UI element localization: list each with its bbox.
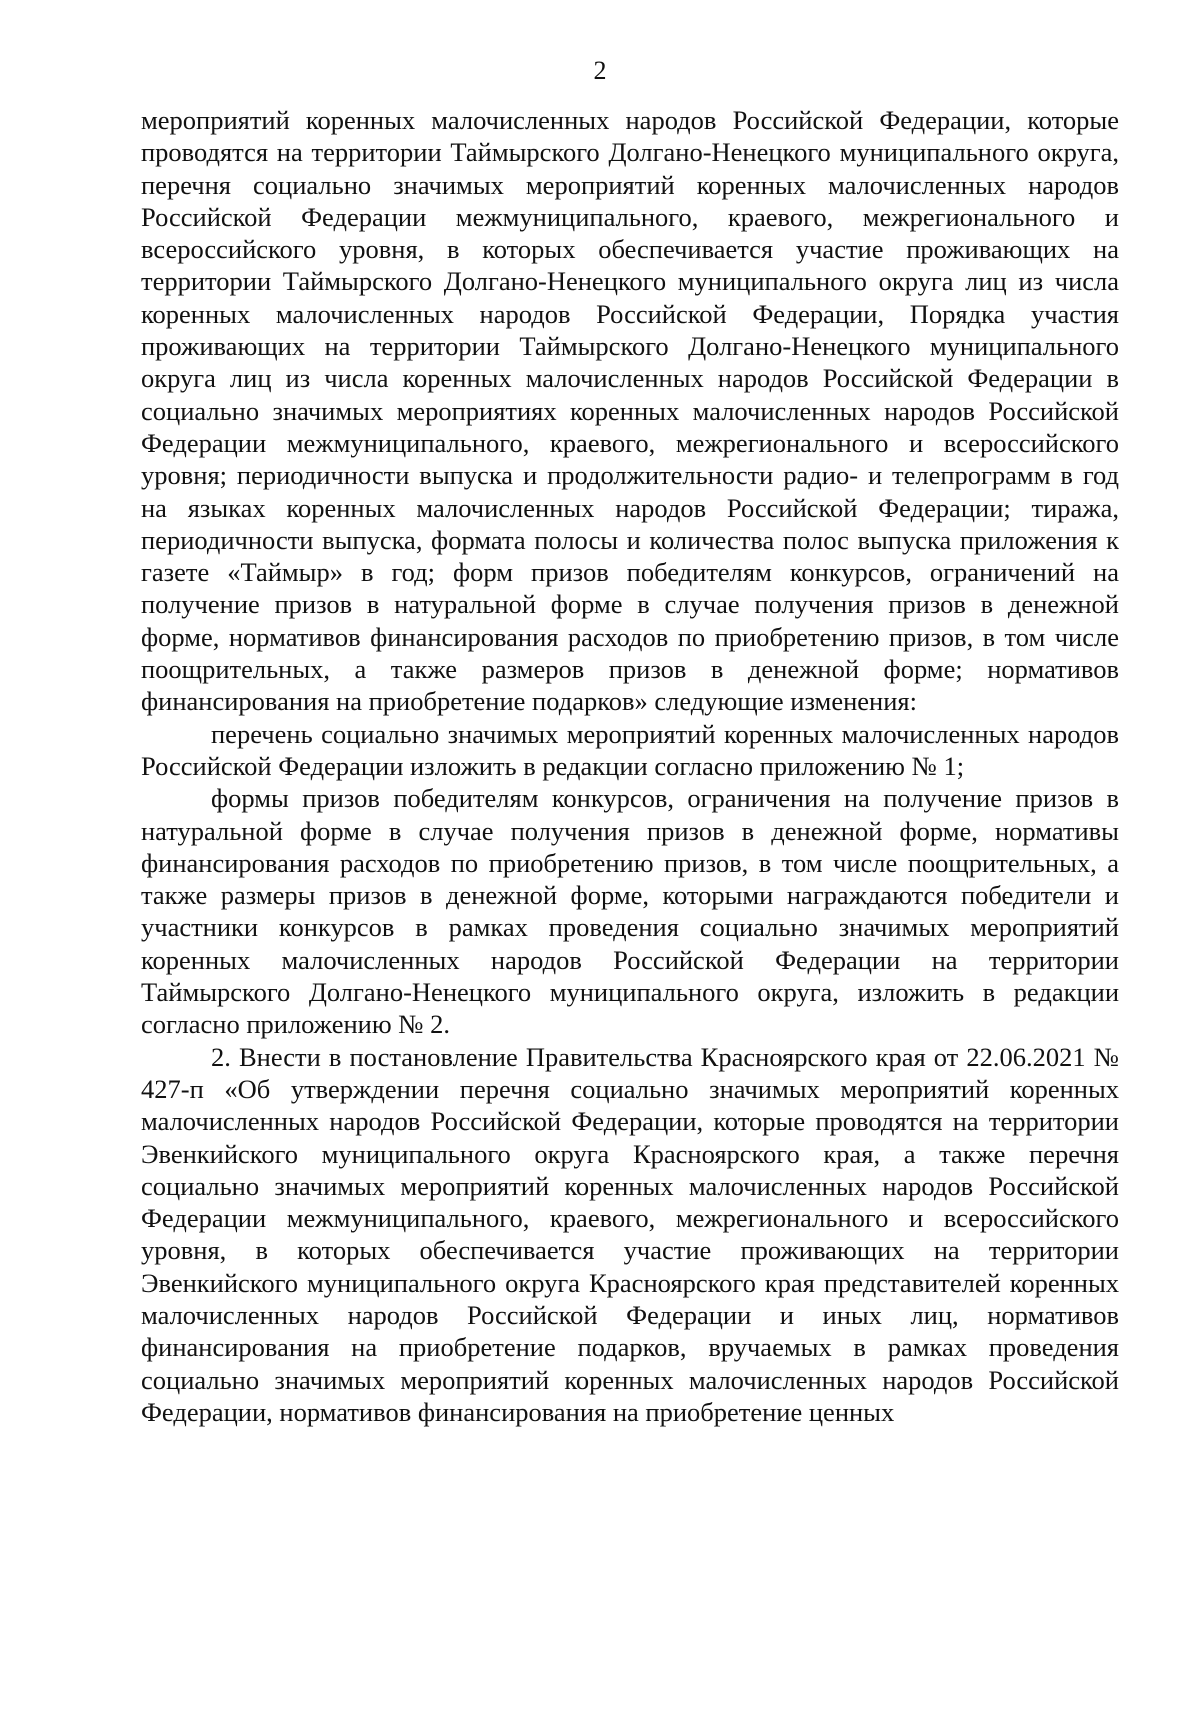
page-number: 2 <box>593 56 607 85</box>
paragraph: формы призов победителям конкурсов, ограничения на получение призов в натуральной форме в случае получения призов в денежной форме, нормативы финансирования расходов по приобретению призов, в том числе поощрительных, а также размеры призов в денежной форме, которыми награждаются победители и участники конкурсов в рамках проведения социально значимых мероприятий коренных малочисленных народов Российской Федерации на территории Таймырского Долгано-Ненецкого муниципального округа, изложить в редакции согласно приложению № 2. <box>141 783 1119 1040</box>
document-body <box>141 104 1119 1428</box>
paragraph: мероприятий коренных малочисленных народов Российской Федерации, которые проводятся на территории Таймырского Долгано-Ненецкого муниципального округа, перечня социально значимых мероприятий коренных малочисленных народов Российской Федерации межмуниципального, краевого, межрегионального и всероссийского уровня, в которых обеспечивается участие проживающих на территории Таймырского Долгано-Ненецкого муниципального округа лиц из числа коренных малочисленных народов Российской Федерации, Порядка участия проживающих на территории Таймырского Долгано-Ненецкого муниципального округа лиц из числа коренных малочисленных народов Российской Федерации в социально значимых мероприятиях коренных малочисленных народов Российской Федерации межмуниципального, краевого, межрегионального и всероссийского уровня; периодичности выпуска и продолжительности радио- и телепрограмм в год на языках коренных малочисленных народов Российской Федерации; тиража, периодичности выпуска, формата полосы и количества полос выпуска приложения к газете «Таймыр» в год; форм призов победителям конкурсов, ограничений на получение призов в натуральной форме в случае получения призов в денежной форме, нормативов финансирования расходов по приобретению призов, в том числе поощрительных, а также размеров призов в денежной форме; нормативов финансирования на приобретение подарков» следующие изменения: <box>141 105 1119 717</box>
paragraph: 2. Внести в постановление Правительства Красноярского края от 22.06.2021 № 427-п «Об утверждении перечня социально значимых мероприятий коренных малочисленных народов Российской Федерации, которые проводятся на территории Эвенкийского муниципального округа Красноярского края, а также перечня социально значимых мероприятий коренных малочисленных народов Российской Федерации межмуниципального, краевого, межрегионального и всероссийского уровня, в которых обеспечивается участие проживающих на территории Эвенкийского муниципального округа Красноярского края представителей коренных малочисленных народов Российской Федерации и иных лиц, нормативов финансирования на приобретение подарков, вручаемых в рамках проведения социально значимых мероприятий коренных малочисленных народов Российской Федерации, нормативов финансирования на приобретение ценных <box>141 1041 1119 1427</box>
paragraph: перечень социально значимых мероприятий коренных малочисленных народов Российской Федерации изложить в редакции согласно приложению № 1; <box>141 718 1119 781</box>
